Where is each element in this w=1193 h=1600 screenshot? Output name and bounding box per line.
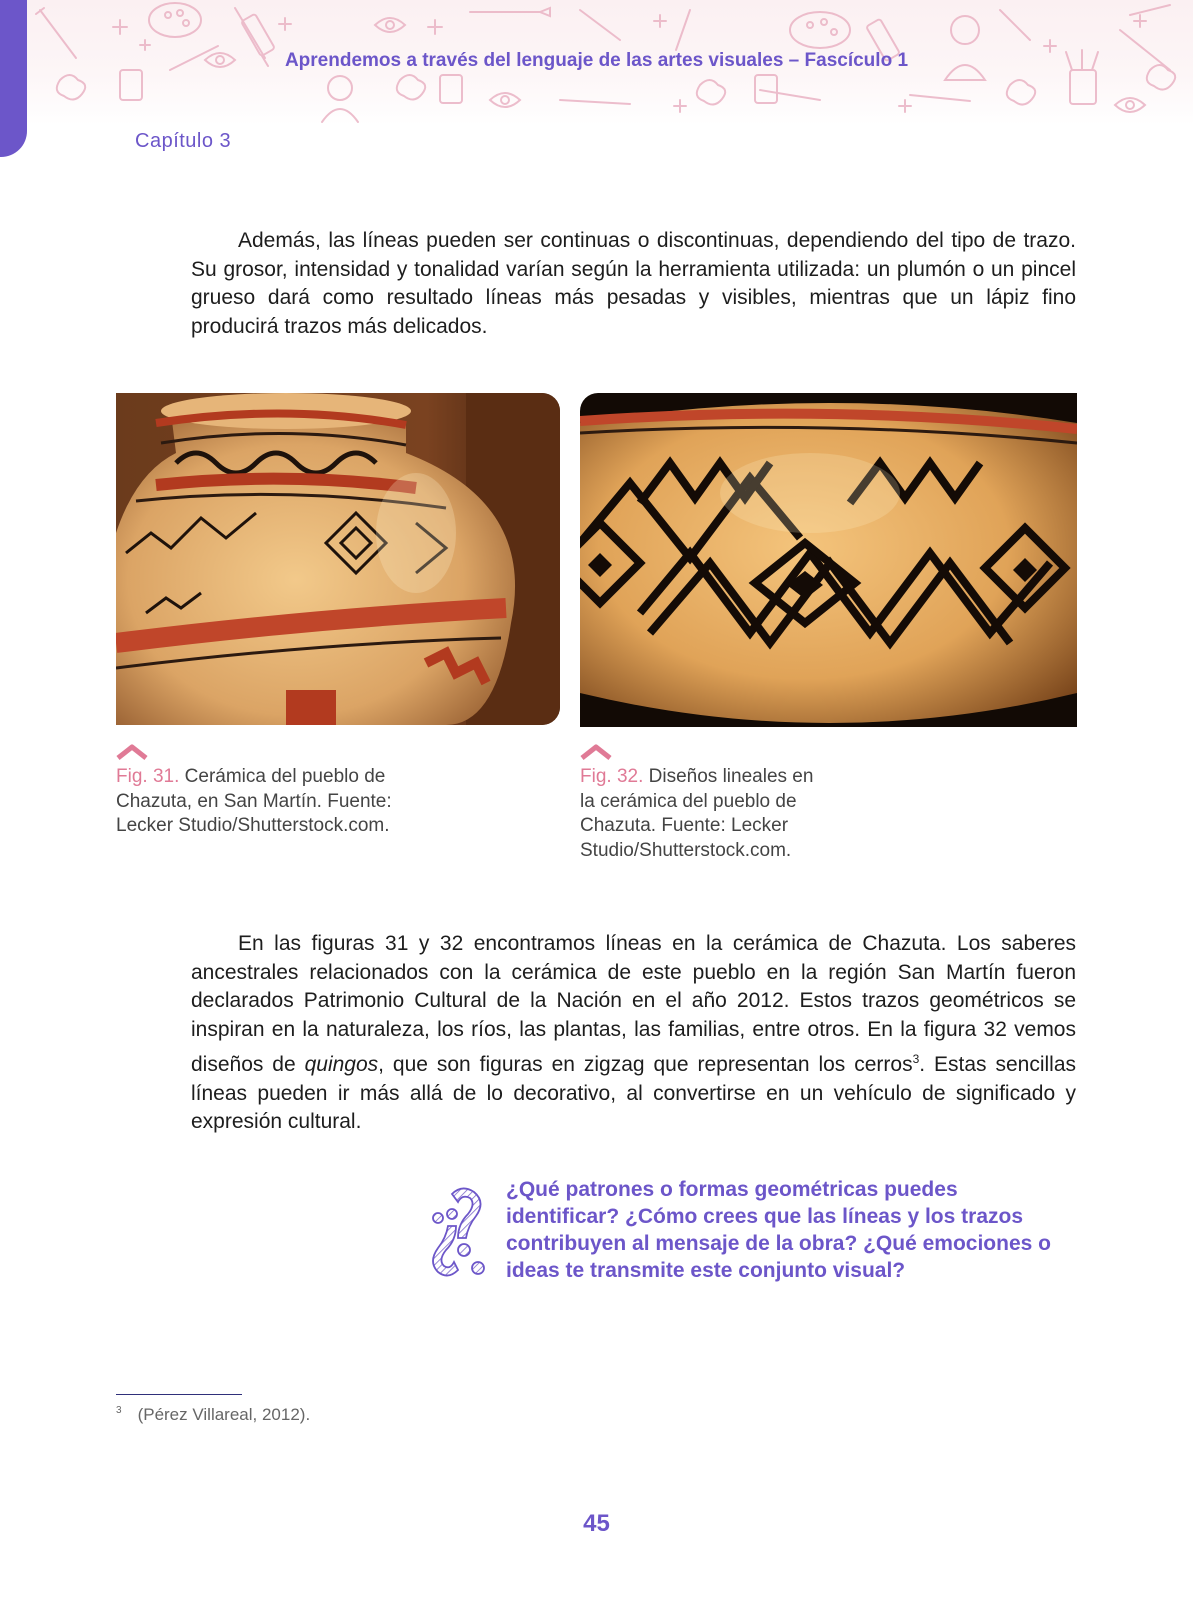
page-number: 45 — [583, 1510, 610, 1537]
caret-up-icon — [116, 744, 148, 760]
body-text-part-3: . Estas sencillas líneas pueden ir más allá de lo decorativo, al convertirse en un vehículo de significado y expresión cultural. — [191, 1052, 1076, 1134]
intro-paragraph: Además, las líneas pueden ser continuas o discontinuas, dependiendo del tipo de trazo. Su grosor, intensidad y tonalidad varían según la herramienta utilizada: un plumón o un pincel grueso dará como resultado líneas más pesadas y visibles, mientras que un lápiz fino producirá trazos más delicados. — [191, 229, 1076, 339]
chapter-side-tab — [0, 0, 27, 157]
figure-31-label: Fig. 31. — [116, 766, 180, 787]
body-italic-term: quingos — [304, 1052, 379, 1076]
caret-up-icon — [580, 744, 612, 760]
reflection-question: ¿Qué patrones o formas geométricas puedes identificar? ¿Cómo crees que las líneas y los trazos contribuyen al mensaje de la obra? ¿Qué emociones o ideas te transmite este conjunto visual? — [506, 1178, 1051, 1282]
body-text-part-2: , que son figuras en zigzag que representan los cerros — [378, 1052, 913, 1076]
footnote — [116, 1405, 310, 1425]
figure-32-caption — [580, 765, 830, 864]
figure-31-photo — [116, 393, 560, 725]
figure-31-caption — [116, 765, 416, 839]
chapter-label: Capítulo 3 — [135, 130, 232, 152]
body-text-part-1: En las figuras 31 y 32 encontramos líneas en la cerámica de Chazuta. Los saberes ancestrales relacionados con la cerámica de este pueblo en la región San Martín fueron declarados Patrimonio Cultural de la Nación en el año 2012. Estos trazos geométricos se inspiran en la naturaleza, los ríos, las plantas, las familias, entre otros. En la figura 32 vemos diseños de — [191, 932, 1076, 1076]
figure-32-caption-text: Diseños lineales en la cerámica del pueblo de Chazuta. Fuente: Lecker Studio/Shutterstock.com. — [580, 766, 814, 862]
figure-32-photo — [580, 393, 1077, 727]
figure-32-label: Fig. 32. — [580, 766, 644, 787]
footnote-number: 3 — [116, 1405, 122, 1416]
footnote-text: (Pérez Villareal, 2012). — [137, 1405, 311, 1424]
body-paragraph — [191, 930, 1076, 1137]
question-mark-decor-icon — [428, 1186, 488, 1278]
footnote-divider — [116, 1394, 242, 1395]
figure-31-caption-text: Cerámica del pueblo de Chazuta, en San Martín. Fuente: Lecker Studio/Shutterstock.com. — [116, 766, 392, 837]
footnote-reference[interactable]: 3 — [912, 1051, 920, 1066]
header-title: Aprendemos a través del lenguaje de las artes visuales – Fascículo 1 — [284, 50, 909, 71]
